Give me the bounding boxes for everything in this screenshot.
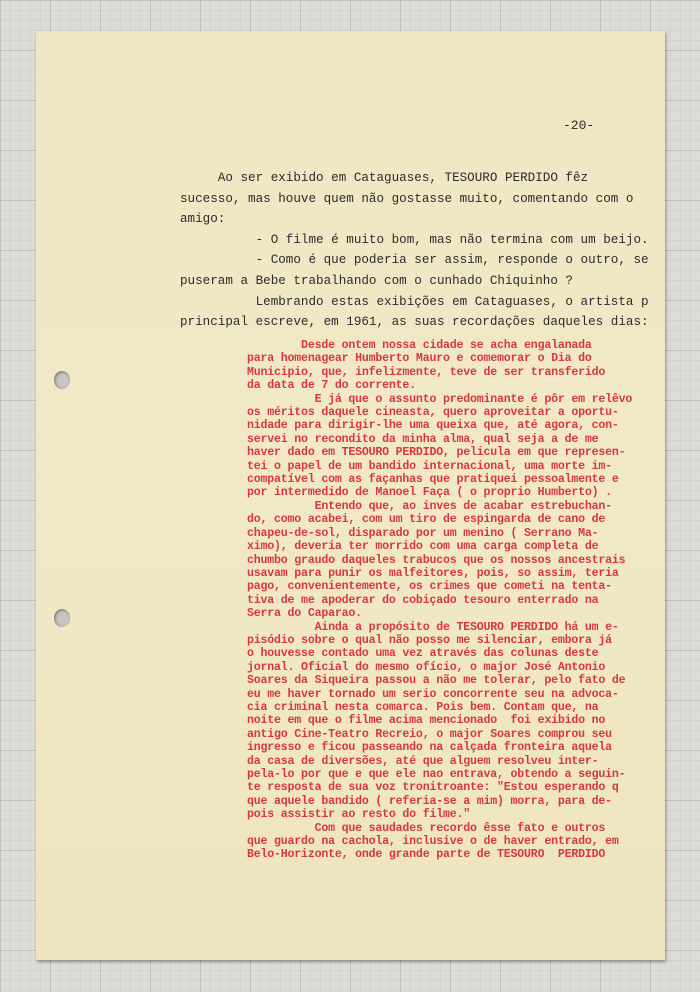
intro-line: Lembrando estas exibições em Cataguases, o artista p	[180, 294, 649, 309]
quote-line: do, como acabei, com um tiro de espingarda de cano de	[247, 513, 606, 527]
quote-line: antigo Cine-Teatro Recreio, o major Soares comprou seu	[247, 727, 612, 741]
punch-hole-upper	[54, 371, 70, 389]
quote-line: da data de 7 do corrente.	[247, 379, 416, 393]
quote-line: que aquele bandido ( referia-se a mim) morra, para de-	[247, 794, 612, 808]
quote-line: ximo), deveria ter morrido com uma carga completa de	[247, 540, 599, 554]
intro-line: amigo:	[180, 212, 226, 227]
quote-line: haver dado em TESOURO PERDIDO, pelicula em que represen-	[247, 446, 626, 460]
quote-line: Soares da Siqueira passou a não me tolerar, pelo fato de	[247, 674, 626, 688]
quote-line: tiva de me apoderar do cobiçado tesouro enterrado na	[247, 593, 599, 607]
quote-line: Com que saudades recordo êsse fato e outros	[247, 821, 606, 835]
quoted-letter	[247, 339, 667, 862]
quote-line: o houvesse contado uma vez através das colunas deste	[247, 647, 599, 661]
intro-line: - Como é que poderia ser assim, responde o outro, se	[180, 253, 649, 268]
quote-line: pela-lo por que e que ele nao entrava, obtendo a seguin-	[247, 768, 626, 781]
quote-line: Serra do Caparao.	[247, 607, 362, 621]
quote-line: ingresso e ficou passeando na calçada fronteira aquela	[247, 741, 612, 755]
intro-line: - O filme é muito bom, mas não termina com um beijo.	[180, 232, 649, 247]
quote-line: pois assistir ao resto do filme."	[247, 808, 470, 822]
quote-line: pago, convenientemente, os crimes que cometi na tenta-	[247, 580, 612, 594]
quote-line: jornal. Oficial do mesmo ofício, o major José Antonio	[247, 660, 606, 674]
quote-line: chumbo graudo daqueles trabucos que os nossos ancestrais	[247, 553, 626, 567]
page-number: -20-	[563, 118, 595, 133]
intro-paragraphs	[180, 168, 650, 333]
quote-line: eu me haver tornado um serio concorrente seu na advoca-	[247, 687, 619, 701]
quote-line: Belo-Horizonte, onde grande parte de TESOURO PERDIDO	[247, 848, 606, 862]
quote-line: os méritos daquele cineasta, quero aproveitar a oportu-	[247, 406, 619, 420]
quote-line: da casa de diversões, até que alguem resolveu inter-	[247, 754, 599, 768]
quote-line: para homenagear Humberto Mauro e comemorar o Dia do	[247, 352, 592, 366]
quote-line: E já que o assunto predominante é pôr em relêvo	[247, 392, 633, 406]
quote-line: servei no recondito da minha alma, qual seja a de me	[247, 432, 599, 446]
quote-line: compatível com as façanhas que pratiquei pessoalmente e	[247, 473, 619, 487]
intro-line: sucesso, mas houve quem não gostasse muito, comentando com o	[180, 191, 634, 206]
quote-line: chapeu-de-sol, disparado por um menino ( Serrano Ma-	[247, 526, 599, 540]
quote-line: Entendo que, ao inves de acabar estrebuchan-	[247, 499, 612, 513]
quote-line: Municipio, que, infelizmente, teve de ser transferido	[247, 365, 606, 379]
quote-line: Ainda a propósito de TESOURO PERDIDO há um e-	[247, 620, 619, 634]
quote-line: pisódio sobre o qual não posso me silenciar, embora já	[247, 633, 612, 647]
quote-line: que guardo na cachola, inclusive o de haver entrado, em	[247, 835, 619, 849]
quote-line: te resposta de sua voz tronitroante: "Estou esperando q	[247, 781, 619, 795]
intro-line: Ao ser exibido em Cataguases, TESOURO PERDIDO fêz	[180, 171, 589, 185]
quote-line: por intermedido de Manoel Faça ( o proprio Humberto) .	[247, 486, 612, 500]
quote-line: noite em que o filme acima mencionado foi exibido no	[247, 714, 606, 728]
quote-line: nidade para dirigir-lhe uma queixa que, até agora, con-	[247, 419, 619, 433]
quote-line: tei o papel de um bandido internacional, uma morte im-	[247, 459, 612, 473]
punch-hole-lower	[54, 609, 70, 627]
intro-line: puseram a Bebe trabalhando com o cunhado Chiquinho ?	[180, 273, 573, 288]
intro-line: principal escreve, em 1961, as suas recordações daqueles dias:	[180, 315, 649, 330]
quote-line: Desde ontem nossa cidade se acha engalanada	[247, 339, 592, 352]
quote-line: cia criminal nesta comarca. Pois bem. Contam que, na	[247, 700, 599, 714]
quote-line: usavam para punir os malfeitores, pois, so assim, teria	[247, 566, 619, 580]
